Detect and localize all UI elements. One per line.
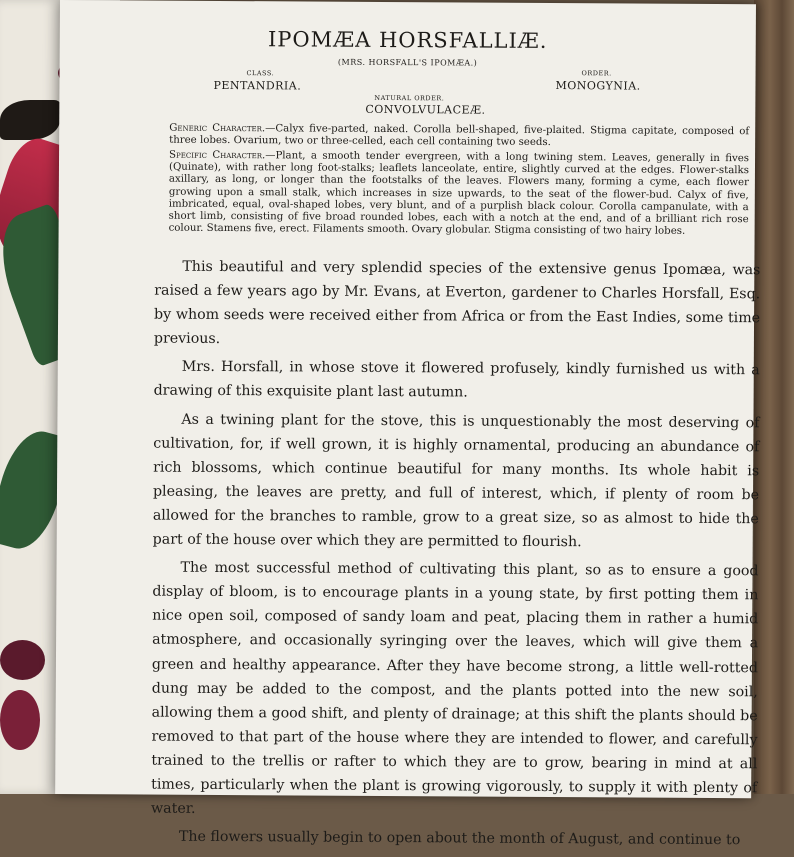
book-page: [55, 0, 761, 849]
order-value: MONOGYNIA.: [555, 79, 641, 93]
natural-order-label: NATURAL ORDER.: [374, 93, 445, 103]
generic-character-text: Calyx five-parted, naked. Corolla bell-shaped, five-plaited. Stigma capitate, composed of three lobes. Ovarium, two or three-celled, each cell containing two seeds.: [169, 123, 750, 149]
specific-character-head: Specific Character.—: [169, 149, 276, 162]
paragraph: Mrs. Horsfall, in whose stove it flowered profusely, kindly furnished us with a drawing of this exquisite plant last autumn.: [153, 359, 760, 401]
specific-character: [169, 150, 750, 239]
class-value: PENTANDRIA.: [213, 78, 302, 93]
page-title: IPOMÆA HORSFALLIÆ.: [267, 27, 548, 53]
generic-character: [169, 123, 749, 151]
order-label: ORDER.: [581, 69, 612, 78]
body-text: [151, 255, 761, 857]
specific-character-text: Plant, a smooth tender evergreen, with a long twining stem. Leaves, generally in fives (Quinate), with rather long foot-stalks; leaflets lanceolate, entire, slightly curved at the edges. Flower-stalks axillary, as long, or longer than the footstalks of the leaves. Flowers many, forming a cyme, each flower growing upon a small stalk, which increases in size upwards, to the seat of the flower-bud. Calyx of five, imbricated, equal, oval-shaped lobes, very blunt, and of a purplish black colour. Corolla campanulate, with a short limb, consisting of five broad rounded lobes, each with a notch at the end, and of a brilliant rich rose colour. Stamens five, erect. Filaments smooth. Ovary globular. Stigma consisting of two hairy lobes.: [168, 150, 750, 238]
wooden-table: [754, 0, 794, 794]
natural-order-value: CONVOLVULACEÆ.: [365, 102, 486, 117]
class-label: CLASS.: [246, 69, 275, 78]
paragraph: As a twining plant for the stove, this is unquestionably the most deserving of cultivation, for, if well grown, it is highly ornamental, producing an abundance of rich blossoms, which continue beautiful for many months. Its whole habit is pleasing, the leaves are pretty, and full of interest, which, if plenty of room be allowed for the branches to ramble, grow to a great size, so as almost to hide the part of the house over which they are permitted to flourish.: [152, 411, 760, 551]
generic-character-head: Generic Character.—: [169, 122, 276, 135]
paragraph: The most successful method of cultivating this plant, so as to ensure a good display of bloom, is to encourage plants in a young state, by first potting them in nice open soil, composed of sandy loam and peat, placing them in rather a humid atmosphere, and occasionally syringing over the leaves, which will give them a green and healthy appearance. After they have become strong, a little well-rotted dung may be added to the compost, and the plants potted into the new soil, allowing them a good shift, and plenty of drainage; at this shift the plants should be removed to that part of the house where they are intended to flower, and carefully trained to the trellis or rafter to which they are to grow, bearing in mind at all times, particularly when the plant is growing vigorously, to supply it with plenty of water.: [151, 559, 759, 817]
page-subtitle: (MRS. HORSFALL'S IPOMÆA.): [337, 57, 478, 68]
paragraph: This beautiful and very splendid species of the extensive genus Ipomæa, was raised a few years ago by Mr. Evans, at Everton, gardener to Charles Horsfall, Esq. by whom seeds were received either from Africa or from the East Indies, some time previous.: [153, 258, 761, 348]
flower-bud: [0, 690, 40, 750]
flower-bud: [0, 640, 45, 680]
paragraph: The flowers usually begin to open about the month of August, and continue to: [178, 828, 741, 849]
leaf: [0, 100, 60, 140]
